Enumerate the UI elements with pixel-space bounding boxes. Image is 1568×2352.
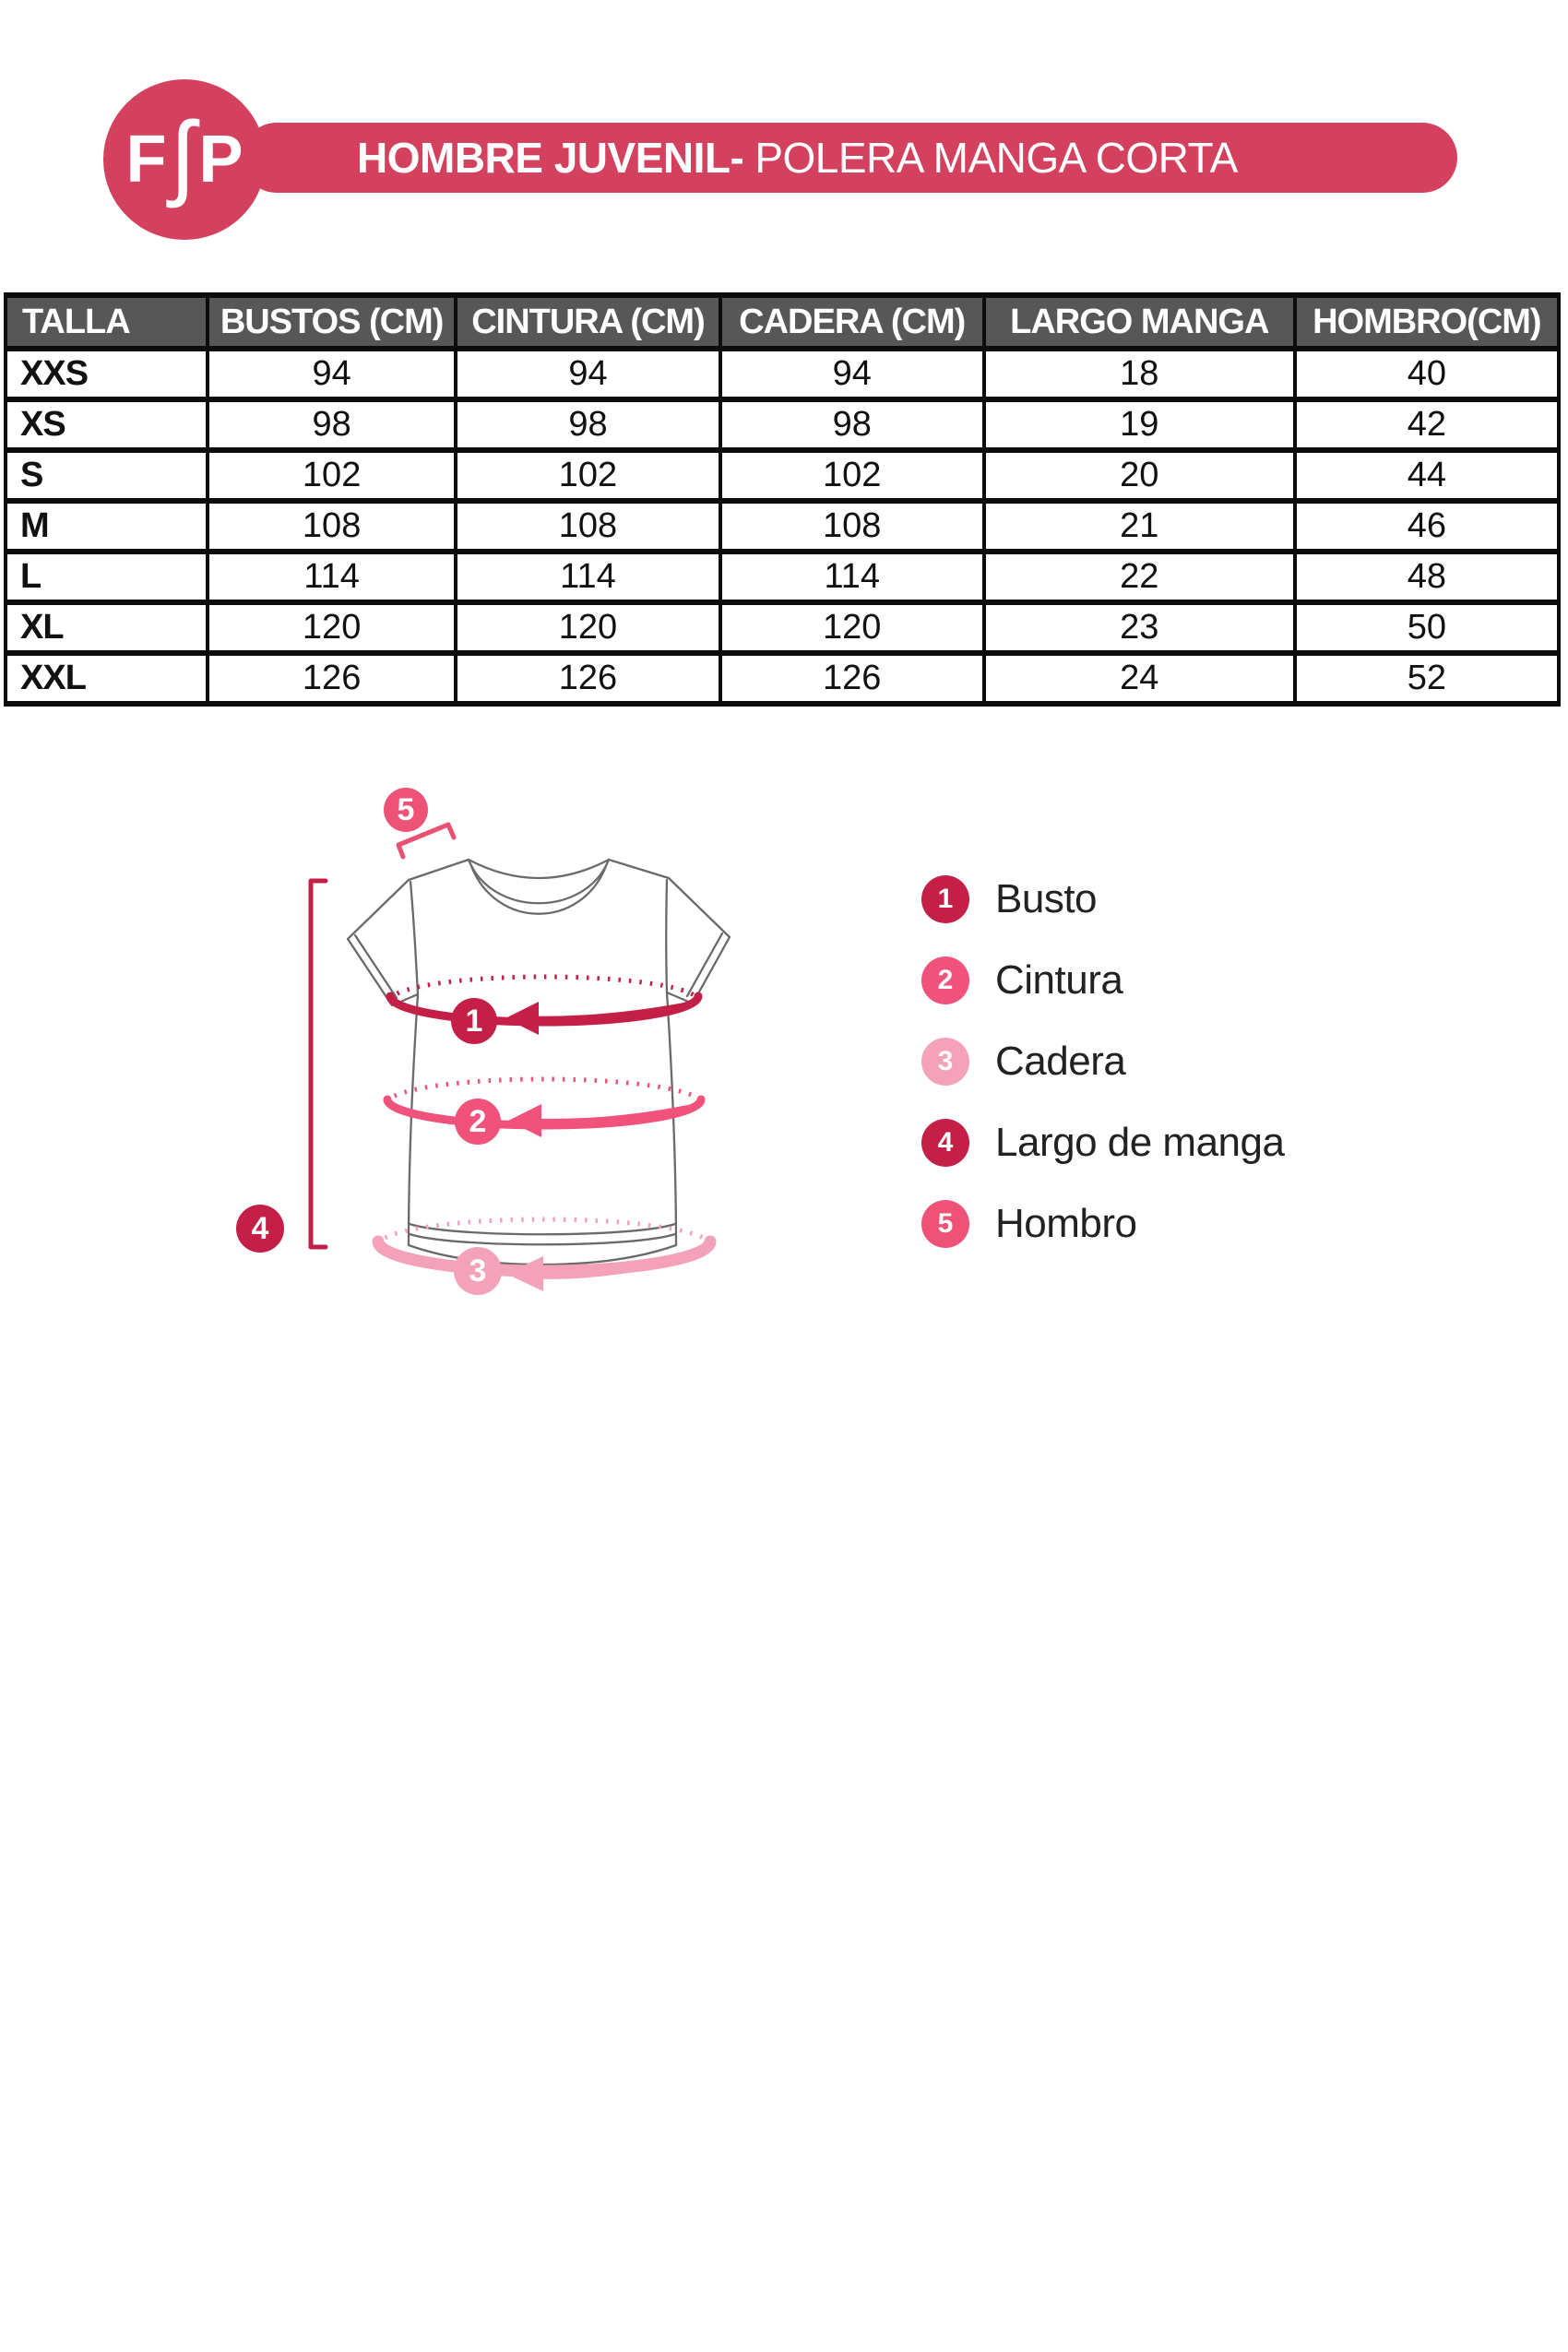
legend-number: 5	[937, 1208, 954, 1239]
legend-number: 1	[937, 884, 954, 914]
page-title-category: HOMBRE JUVENIL-	[357, 134, 744, 182]
value-cell: 120	[456, 602, 719, 653]
measurement-legend	[921, 871, 1284, 1253]
value-cell: 21	[984, 501, 1295, 552]
legend-label: Cadera	[995, 1039, 1126, 1084]
value-cell: 24	[984, 653, 1295, 704]
value-cell: 18	[984, 349, 1295, 399]
size-table	[4, 292, 1561, 707]
legend-number: 2	[937, 965, 954, 995]
legend-item-hombro	[921, 1195, 1284, 1253]
value-cell: 108	[720, 501, 984, 552]
marker-1-busto	[451, 998, 497, 1044]
value-cell: 126	[720, 653, 984, 704]
value-cell: 114	[456, 552, 719, 602]
col-header-bustos: BUSTOS (CM)	[208, 295, 456, 349]
value-cell: 98	[208, 399, 456, 450]
page-title-garment: POLERA MANGA CORTA	[754, 134, 1238, 182]
value-cell: 94	[720, 349, 984, 399]
size-cell: XS	[6, 399, 208, 450]
logo-letter-p: P	[198, 123, 244, 196]
legend-marker-1	[921, 875, 969, 923]
header-banner	[242, 123, 1457, 193]
right-sleeve-seam	[666, 880, 667, 992]
value-cell: 46	[1295, 501, 1559, 552]
value-cell: 108	[456, 501, 719, 552]
value-cell: 19	[984, 399, 1295, 450]
value-cell: 126	[208, 653, 456, 704]
value-cell: 102	[456, 450, 719, 501]
size-cell: XXS	[6, 349, 208, 399]
size-cell: M	[6, 501, 208, 552]
table-row-xxl	[6, 653, 1559, 704]
value-cell: 126	[456, 653, 719, 704]
value-cell: 98	[456, 399, 719, 450]
table-row-s	[6, 450, 1559, 501]
logo-letter-esh: ʃ	[172, 102, 194, 209]
value-cell: 23	[984, 602, 1295, 653]
tshirt-measurement-diagram	[212, 766, 784, 1337]
legend-label: Busto	[995, 876, 1098, 921]
value-cell: 114	[208, 552, 456, 602]
table-row-l	[6, 552, 1559, 602]
col-header-largo-manga: LARGO MANGA	[984, 295, 1295, 349]
value-cell: 98	[720, 399, 984, 450]
svg-text:3: 3	[469, 1253, 487, 1289]
marker-5-hombro	[384, 788, 428, 832]
legend-label: Largo de manga	[995, 1120, 1285, 1165]
svg-text:5: 5	[397, 792, 415, 827]
legend-marker-5	[921, 1200, 969, 1248]
brand-logo	[103, 79, 266, 240]
table-row-xs	[6, 399, 1559, 450]
legend-marker-4	[921, 1119, 969, 1167]
value-cell: 40	[1295, 349, 1559, 399]
value-cell: 94	[456, 349, 719, 399]
value-cell: 102	[208, 450, 456, 501]
legend-item-largo-de-manga	[921, 1114, 1284, 1171]
value-cell: 50	[1295, 602, 1559, 653]
size-cell: L	[6, 552, 208, 602]
size-cell: XXL	[6, 653, 208, 704]
marker-4-largo-manga	[236, 1205, 284, 1253]
svg-text:1: 1	[465, 1004, 483, 1039]
value-cell: 94	[208, 349, 456, 399]
value-cell: 114	[720, 552, 984, 602]
legend-item-cintura	[921, 952, 1284, 1009]
col-header-talla: TALLA	[6, 295, 208, 349]
size-table-header-row	[6, 295, 1559, 349]
legend-label: Cintura	[995, 957, 1123, 1003]
col-header-hombro: HOMBRO(CM)	[1295, 295, 1559, 349]
value-cell: 102	[720, 450, 984, 501]
value-cell: 120	[208, 602, 456, 653]
svg-text:2: 2	[469, 1104, 487, 1139]
legend-number: 4	[937, 1127, 954, 1158]
legend-label: Hombro	[995, 1201, 1137, 1246]
length-bracket	[311, 881, 326, 1247]
col-header-cintura: CINTURA (CM)	[456, 295, 719, 349]
value-cell: 48	[1295, 552, 1559, 602]
value-cell: 108	[208, 501, 456, 552]
table-row-m	[6, 501, 1559, 552]
value-cell: 42	[1295, 399, 1559, 450]
size-cell: S	[6, 450, 208, 501]
value-cell: 44	[1295, 450, 1559, 501]
svg-text:4: 4	[251, 1211, 269, 1246]
col-header-cadera: CADERA (CM)	[720, 295, 984, 349]
page-title	[242, 133, 1238, 183]
marker-3-cadera	[454, 1247, 502, 1295]
legend-item-cadera	[921, 1033, 1284, 1090]
value-cell: 20	[984, 450, 1295, 501]
size-cell: XL	[6, 602, 208, 653]
legend-item-busto	[921, 871, 1284, 928]
value-cell: 52	[1295, 653, 1559, 704]
legend-marker-2	[921, 956, 969, 1004]
logo-letter-f: F	[125, 123, 167, 196]
value-cell: 22	[984, 552, 1295, 602]
legend-marker-3	[921, 1038, 969, 1086]
table-row-xxs	[6, 349, 1559, 399]
table-row-xl	[6, 602, 1559, 653]
tshirt-outline	[348, 860, 730, 1265]
value-cell: 120	[720, 602, 984, 653]
legend-number: 3	[937, 1046, 954, 1076]
marker-2-cintura	[455, 1099, 501, 1145]
